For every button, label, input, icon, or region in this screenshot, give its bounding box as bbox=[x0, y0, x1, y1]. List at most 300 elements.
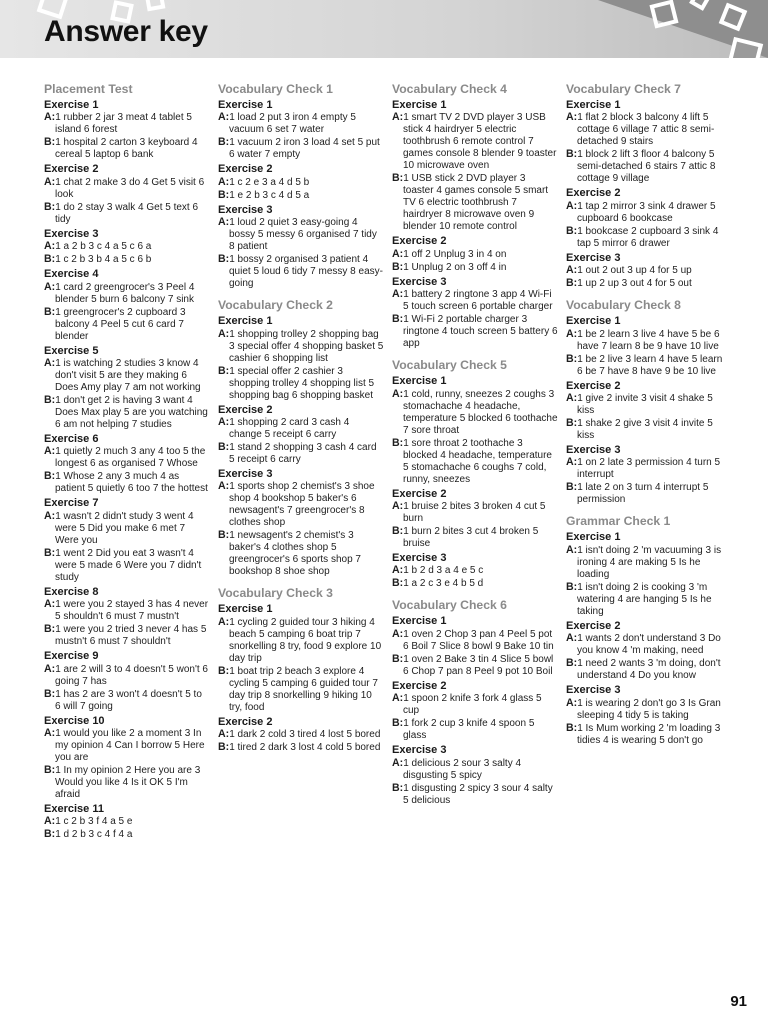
section-title: Placement Test bbox=[44, 82, 133, 96]
part-label: B: bbox=[44, 394, 56, 407]
exercise-title: Exercise 2 bbox=[566, 187, 621, 200]
exercise-block bbox=[566, 684, 726, 746]
exercise-title: Exercise 2 bbox=[218, 163, 273, 176]
exercise-block bbox=[392, 680, 558, 742]
answer-line bbox=[44, 623, 210, 648]
answer-text: 1 Is Mum working 2 'm loading 3 tidies 4 is wearing 5 don't go bbox=[577, 722, 721, 746]
exercise-block bbox=[44, 497, 210, 583]
part-label: A: bbox=[44, 815, 56, 828]
answer-line bbox=[566, 697, 726, 722]
answer-section bbox=[392, 598, 558, 806]
exercise-title: Exercise 3 bbox=[392, 552, 447, 565]
answer-text: 1 quietly 2 much 3 any 4 too 5 the longest 6 as organised 7 Whose bbox=[55, 446, 206, 470]
part-label: A: bbox=[44, 662, 56, 675]
exercise-block bbox=[218, 163, 384, 201]
exercise-title: Exercise 1 bbox=[392, 99, 447, 111]
answer-line bbox=[44, 815, 210, 828]
answer-line bbox=[392, 577, 558, 590]
part-label: B: bbox=[218, 529, 230, 542]
answer-text: 1 fork 2 cup 3 knife 4 spoon 5 glass bbox=[403, 718, 535, 742]
answer-line bbox=[566, 456, 726, 481]
answer-text: 1 chat 2 make 3 do 4 Get 5 visit 6 look bbox=[55, 176, 205, 200]
answer-line bbox=[218, 111, 384, 136]
answer-line bbox=[44, 727, 210, 764]
part-label: A: bbox=[392, 247, 404, 260]
answer-text: 1 boat trip 2 beach 3 explore 4 cycling 5 camping 6 guided tour 7 day trip 8 snorkelling 9 hiking 10 try, food bbox=[229, 665, 378, 713]
exercise-title: Exercise 1 bbox=[566, 99, 621, 111]
part-label: A: bbox=[566, 327, 578, 340]
answer-text: 1 a 2 b 3 c 4 a 5 c 6 a bbox=[55, 241, 152, 253]
answer-text: 1 isn't doing 2 is cooking 3 'm watering 4 are hanging 5 Is he taking bbox=[577, 581, 712, 617]
part-label: A: bbox=[392, 500, 404, 513]
exercise-title: Exercise 7 bbox=[44, 497, 99, 510]
part-label: A: bbox=[566, 264, 578, 277]
exercise-block bbox=[218, 99, 384, 161]
part-label: B: bbox=[566, 657, 578, 670]
answer-line bbox=[44, 547, 210, 584]
part-label: A: bbox=[566, 456, 578, 469]
part-label: A: bbox=[566, 199, 578, 212]
answer-line bbox=[566, 481, 726, 506]
answer-text: 1 oven 2 Chop 3 pan 4 Peel 5 pot 6 Boil 7 Slice 8 bowl 9 Bake 10 tin bbox=[403, 628, 554, 652]
answer-line bbox=[44, 663, 210, 688]
answer-line bbox=[566, 392, 726, 417]
exercise-block bbox=[566, 252, 726, 290]
answer-line bbox=[566, 657, 726, 682]
answer-line bbox=[44, 111, 210, 136]
exercise-title: Exercise 3 bbox=[218, 468, 273, 481]
exercise-title: Exercise 6 bbox=[44, 433, 99, 446]
part-label: B: bbox=[44, 687, 56, 700]
exercise-block bbox=[566, 99, 726, 185]
answer-text: 1 c 2 b 3 b 4 a 5 c 6 b bbox=[55, 254, 152, 266]
part-label: B: bbox=[392, 260, 404, 273]
part-label: A: bbox=[218, 216, 230, 229]
exercise-title: Exercise 2 bbox=[44, 163, 99, 176]
part-label: A: bbox=[218, 615, 230, 628]
answer-column bbox=[566, 82, 734, 849]
answer-line bbox=[44, 394, 210, 431]
exercise-block bbox=[44, 345, 210, 431]
exercise-block bbox=[44, 803, 210, 841]
exercise-title: Exercise 3 bbox=[392, 744, 447, 757]
part-label: B: bbox=[392, 313, 404, 326]
answer-line bbox=[44, 253, 210, 266]
part-label: B: bbox=[218, 364, 230, 377]
answer-line bbox=[566, 581, 726, 618]
answer-line bbox=[44, 357, 210, 394]
part-label: A: bbox=[566, 696, 578, 709]
answer-text: 1 In my opinion 2 Here you are 3 Would you like 4 Is it OK 5 I'm afraid bbox=[55, 765, 201, 801]
exercise-title: Exercise 2 bbox=[566, 619, 621, 632]
answer-text: 1 stand 2 shopping 3 cash 4 card 5 receipt 6 carry bbox=[229, 442, 377, 466]
answer-text: 1 is watching 2 studies 3 know 4 don't visit 5 are they making 6 Does Amy play 7 am not working bbox=[55, 358, 201, 394]
exercise-block bbox=[44, 268, 210, 342]
answer-text: 1 out 2 out 3 up 4 for 5 up bbox=[577, 265, 692, 277]
exercise-block bbox=[44, 228, 210, 266]
answer-text: 1 were you 2 tried 3 never 4 has 5 mustn't 6 must 7 shouldn't bbox=[55, 624, 207, 648]
answer-text: 1 don't get 2 is having 3 want 4 Does Max play 5 are you watching 6 am not helping 7 studies bbox=[55, 395, 208, 431]
exercise-title: Exercise 3 bbox=[566, 251, 621, 264]
answer-line bbox=[44, 470, 210, 495]
answer-text: 1 oven 2 Bake 3 tin 4 Slice 5 bowl 6 Chop 7 pan 8 Peel 9 pot 10 Boil bbox=[403, 653, 554, 677]
answer-text: 1 up 2 up 3 out 4 for 5 out bbox=[577, 278, 692, 290]
answer-line bbox=[566, 200, 726, 225]
answer-line bbox=[566, 111, 726, 148]
answer-line bbox=[392, 692, 558, 717]
part-label: B: bbox=[392, 717, 404, 730]
part-label: A: bbox=[392, 288, 404, 301]
part-label: A: bbox=[566, 392, 578, 405]
answer-text: 1 wasn't 2 didn't study 3 went 4 were 5 Did you make 6 met 7 Were you bbox=[55, 510, 194, 546]
part-label: A: bbox=[392, 564, 404, 577]
exercise-title: Exercise 2 bbox=[566, 379, 621, 392]
answer-text: 1 hospital 2 carton 3 keyboard 4 cereal 5 laptop 6 bank bbox=[55, 137, 198, 161]
answer-text: 1 Wi-Fi 2 portable charger 3 ringtone 4 touch screen 5 battery 6 app bbox=[403, 314, 558, 350]
answer-line bbox=[218, 728, 384, 741]
answer-line bbox=[392, 717, 558, 742]
part-label: A: bbox=[44, 240, 56, 253]
answer-section bbox=[566, 298, 726, 506]
answer-text: 1 flat 2 block 3 balcony 4 lift 5 cottage 6 village 7 attic 8 semi-detached 9 stairs bbox=[577, 112, 715, 148]
answer-line bbox=[44, 201, 210, 226]
answer-line bbox=[44, 281, 210, 306]
exercise-title: Exercise 1 bbox=[44, 99, 99, 111]
answer-text: 1 late 2 on 3 turn 4 interrupt 5 permission bbox=[577, 482, 709, 506]
answer-line bbox=[218, 416, 384, 441]
exercise-block bbox=[566, 620, 726, 682]
answer-text: 1 USB stick 2 DVD player 3 toaster 4 games console 5 smart TV 6 electric toothbrush 7 hairdryer 8 microwave oven 9 blender 10 remote control bbox=[403, 173, 549, 233]
answer-text: 1 is wearing 2 don't go 3 Is Gran sleeping 4 tidy 5 is taking bbox=[577, 697, 721, 721]
answer-line bbox=[218, 616, 384, 665]
exercise-block bbox=[44, 715, 210, 801]
answer-line bbox=[392, 388, 558, 437]
answer-line bbox=[566, 544, 726, 581]
answer-column bbox=[218, 82, 392, 849]
answer-section bbox=[566, 514, 726, 746]
part-label: A: bbox=[392, 692, 404, 705]
answer-line bbox=[218, 665, 384, 714]
part-label: B: bbox=[218, 664, 230, 677]
part-label: A: bbox=[44, 598, 56, 611]
part-label: A: bbox=[44, 445, 56, 458]
answer-text: 1 tap 2 mirror 3 sink 4 drawer 5 cupboard 6 bookcase bbox=[577, 200, 716, 224]
exercise-title: Exercise 1 bbox=[218, 99, 273, 111]
part-label: A: bbox=[566, 543, 578, 556]
answer-text: 1 newsagent's 2 chemist's 3 baker's 4 clothes shop 5 greengrocer's 6 sports shop 7 bookshop 8 shoe shop bbox=[229, 530, 361, 578]
answer-line bbox=[392, 288, 558, 313]
exercise-block bbox=[392, 615, 558, 677]
answer-text: 1 special offer 2 cashier 3 shopping trolley 4 shopping list 5 shopping bag 6 shopping basket bbox=[229, 365, 375, 401]
part-label: B: bbox=[44, 253, 56, 266]
answer-section bbox=[44, 82, 210, 841]
answer-line bbox=[566, 328, 726, 353]
part-label: A: bbox=[566, 632, 578, 645]
part-label: A: bbox=[566, 111, 578, 124]
answer-line bbox=[218, 741, 384, 754]
answer-line bbox=[44, 445, 210, 470]
part-label: B: bbox=[44, 305, 56, 318]
exercise-block bbox=[218, 716, 384, 754]
answer-text: 1 shopping 2 card 3 cash 4 change 5 receipt 6 carry bbox=[229, 417, 350, 441]
section-title: Vocabulary Check 8 bbox=[566, 298, 681, 313]
exercise-block bbox=[392, 99, 558, 233]
answer-line bbox=[566, 353, 726, 378]
answer-text: 1 be 2 live 3 learn 4 have 5 learn 6 be 7 have 8 have 9 be 10 live bbox=[577, 353, 723, 377]
exercise-title: Exercise 1 bbox=[392, 615, 447, 628]
exercise-title: Exercise 1 bbox=[392, 375, 447, 388]
part-label: B: bbox=[392, 577, 404, 590]
answer-line bbox=[392, 437, 558, 486]
answer-line bbox=[392, 757, 558, 782]
answer-text: 1 greengrocer's 2 cupboard 3 balcony 4 Peel 5 cut 6 card 7 blender bbox=[55, 306, 186, 342]
answer-line bbox=[218, 176, 384, 189]
answer-line bbox=[392, 248, 558, 261]
answer-line bbox=[392, 172, 558, 233]
answer-line bbox=[44, 828, 210, 841]
part-label: B: bbox=[566, 277, 578, 290]
part-label: B: bbox=[44, 623, 56, 636]
part-label: A: bbox=[392, 756, 404, 769]
section-title: Vocabulary Check 4 bbox=[392, 82, 507, 96]
square-decoration-icon bbox=[145, 0, 166, 11]
answer-line bbox=[218, 480, 384, 529]
answer-text: 1 bookcase 2 cupboard 3 sink 4 tap 5 mirror 6 drawer bbox=[577, 225, 719, 249]
answer-text: 1 block 2 lift 3 floor 4 balcony 5 semi-detached 6 stairs 7 attic 8 cottage 9 village bbox=[577, 149, 716, 185]
answer-text: 1 bossy 2 organised 3 patient 4 quiet 5 loud 6 tidy 7 messy 8 easy-going bbox=[229, 254, 383, 290]
section-title: Vocabulary Check 7 bbox=[566, 82, 681, 96]
answer-line bbox=[392, 525, 558, 550]
section-title: Vocabulary Check 6 bbox=[392, 598, 507, 613]
exercise-block bbox=[44, 99, 210, 161]
exercise-title: Exercise 5 bbox=[44, 344, 99, 357]
answer-line bbox=[218, 328, 384, 365]
exercise-title: Exercise 3 bbox=[44, 227, 99, 240]
answer-line bbox=[566, 148, 726, 185]
part-label: B: bbox=[392, 436, 404, 449]
exercise-title: Exercise 3 bbox=[566, 684, 621, 697]
answer-text: 1 has 2 are 3 won't 4 doesn't 5 to 6 will 7 going bbox=[55, 688, 202, 712]
answer-line bbox=[218, 529, 384, 578]
exercise-title: Exercise 3 bbox=[218, 203, 273, 216]
part-label: A: bbox=[218, 728, 230, 741]
answer-section bbox=[392, 358, 558, 590]
answer-text: 1 Unplug 2 on 3 off 4 in bbox=[403, 261, 507, 273]
answer-section bbox=[392, 82, 558, 350]
answer-line bbox=[566, 722, 726, 747]
answer-text: 1 on 2 late 3 permission 4 turn 5 interrupt bbox=[577, 457, 721, 481]
answer-columns bbox=[44, 82, 734, 849]
answer-line bbox=[218, 136, 384, 161]
exercise-block bbox=[566, 187, 726, 249]
exercise-title: Exercise 1 bbox=[566, 531, 621, 544]
answer-text: 1 tired 2 dark 3 lost 4 cold 5 bored bbox=[229, 742, 381, 754]
exercise-block bbox=[392, 375, 558, 485]
answer-text: 1 e 2 b 3 c 4 d 5 a bbox=[229, 189, 310, 201]
answer-text: 1 c 2 e 3 a 4 d 5 b bbox=[229, 176, 310, 188]
answer-text: 1 would you like 2 a moment 3 In my opinion 4 Can I borrow 5 Here you are bbox=[55, 728, 205, 764]
section-title: Vocabulary Check 2 bbox=[218, 298, 333, 313]
exercise-block bbox=[392, 276, 558, 350]
part-label: B: bbox=[218, 253, 230, 266]
exercise-block bbox=[218, 468, 384, 578]
part-label: A: bbox=[44, 727, 56, 740]
exercise-block bbox=[566, 531, 726, 617]
answer-line bbox=[566, 417, 726, 442]
section-title: Vocabulary Check 3 bbox=[218, 586, 333, 601]
exercise-block bbox=[44, 650, 210, 712]
answer-text: 1 card 2 greengrocer's 3 Peel 4 blender 5 burn 6 balcony 7 sink bbox=[55, 281, 195, 305]
exercise-block bbox=[218, 315, 384, 401]
part-label: B: bbox=[218, 741, 230, 754]
section-title: Vocabulary Check 1 bbox=[218, 82, 333, 96]
answer-text: 1 shake 2 give 3 visit 4 invite 5 kiss bbox=[577, 418, 713, 442]
part-label: A: bbox=[218, 416, 230, 429]
exercise-title: Exercise 2 bbox=[392, 487, 447, 500]
answer-line bbox=[218, 216, 384, 253]
answer-line bbox=[44, 136, 210, 161]
exercise-block bbox=[392, 488, 558, 550]
exercise-block bbox=[392, 744, 558, 806]
answer-text: 1 rubber 2 jar 3 meat 4 tablet 5 island 6 forest bbox=[55, 112, 192, 136]
part-label: A: bbox=[44, 175, 56, 188]
part-label: B: bbox=[566, 580, 578, 593]
answer-text: 1 give 2 invite 3 visit 4 shake 5 kiss bbox=[577, 393, 713, 417]
answer-line bbox=[392, 628, 558, 653]
answer-section bbox=[218, 586, 384, 754]
exercise-block bbox=[392, 552, 558, 590]
answer-text: 1 Whose 2 any 3 much 4 as patient 5 quietly 6 too 7 the hottest bbox=[55, 471, 208, 495]
answer-line bbox=[218, 253, 384, 290]
part-label: A: bbox=[44, 357, 56, 370]
part-label: B: bbox=[44, 136, 56, 149]
answer-text: 1 off 2 Unplug 3 in 4 on bbox=[403, 248, 507, 260]
answer-text: 1 battery 2 ringtone 3 app 4 Wi-Fi 5 touch screen 6 portable charger bbox=[403, 289, 553, 313]
answer-text: 1 load 2 put 3 iron 4 empty 5 vacuum 6 set 7 water bbox=[229, 112, 356, 136]
answer-text: 1 burn 2 bites 3 cut 4 broken 5 bruise bbox=[403, 526, 539, 550]
answer-text: 1 spoon 2 knife 3 fork 4 glass 5 cup bbox=[403, 693, 542, 717]
answer-text: 1 d 2 b 3 c 4 f 4 a bbox=[55, 829, 133, 841]
answer-line bbox=[392, 564, 558, 577]
answer-section bbox=[566, 82, 726, 290]
exercise-title: Exercise 1 bbox=[218, 315, 273, 328]
answer-line bbox=[392, 653, 558, 678]
answer-line bbox=[44, 306, 210, 343]
exercise-block bbox=[44, 586, 210, 648]
answer-text: 1 dark 2 cold 3 tired 4 lost 5 bored bbox=[229, 729, 381, 741]
answer-text: 1 disgusting 2 spicy 3 sour 4 salty 5 delicious bbox=[403, 782, 553, 806]
part-label: B: bbox=[566, 352, 578, 365]
exercise-block bbox=[566, 315, 726, 377]
exercise-block bbox=[566, 444, 726, 506]
part-label: A: bbox=[392, 387, 404, 400]
exercise-title: Exercise 2 bbox=[218, 403, 273, 416]
part-label: B: bbox=[566, 224, 578, 237]
page-number: 91 bbox=[730, 993, 747, 1010]
part-label: B: bbox=[44, 828, 56, 841]
answer-text: 1 sports shop 2 chemist's 3 shoe shop 4 bookshop 5 baker's 6 newsagent's 7 greengrocer's 8 clothes shop bbox=[229, 481, 375, 529]
exercise-block bbox=[44, 433, 210, 495]
exercise-title: Exercise 10 bbox=[44, 714, 105, 727]
page-title: Answer key bbox=[44, 15, 208, 48]
answer-line bbox=[44, 176, 210, 201]
answer-column bbox=[44, 82, 218, 849]
exercise-title: Exercise 2 bbox=[392, 235, 447, 248]
answer-line bbox=[44, 688, 210, 713]
part-label: A: bbox=[44, 280, 56, 293]
answer-text: 1 vacuum 2 iron 3 load 4 set 5 put 6 water 7 empty bbox=[229, 137, 380, 161]
part-label: B: bbox=[392, 652, 404, 665]
part-label: B: bbox=[44, 200, 56, 213]
part-label: B: bbox=[566, 481, 578, 494]
exercise-title: Exercise 8 bbox=[44, 585, 99, 598]
answer-text: 1 loud 2 quiet 3 easy-going 4 bossy 5 messy 6 organised 7 tidy 8 patient bbox=[229, 217, 377, 253]
answer-line bbox=[218, 441, 384, 466]
part-label: A: bbox=[44, 111, 56, 124]
part-label: B: bbox=[218, 441, 230, 454]
answer-line bbox=[566, 264, 726, 277]
part-label: B: bbox=[566, 721, 578, 734]
part-label: A: bbox=[392, 627, 404, 640]
exercise-title: Exercise 2 bbox=[392, 679, 447, 692]
part-label: B: bbox=[392, 525, 404, 538]
part-label: B: bbox=[44, 764, 56, 777]
answer-text: 1 cold, runny, sneezes 2 coughs 3 stomachache 4 headache, temperature 5 blocked 6 toothache 7 sore throat bbox=[403, 388, 558, 436]
answer-text: 1 are 2 will 3 to 4 doesn't 5 won't 6 going 7 has bbox=[55, 663, 208, 687]
part-label: B: bbox=[566, 148, 578, 161]
exercise-block bbox=[218, 603, 384, 713]
exercise-title: Exercise 1 bbox=[218, 603, 273, 616]
part-label: A: bbox=[218, 327, 230, 340]
exercise-block bbox=[218, 204, 384, 290]
answer-line bbox=[566, 632, 726, 657]
answer-line bbox=[44, 598, 210, 623]
answer-column bbox=[392, 82, 566, 849]
answer-text: 1 be 2 learn 3 live 4 have 5 be 6 have 7 learn 8 be 9 have 10 live bbox=[577, 328, 720, 352]
exercise-title: Exercise 2 bbox=[218, 715, 273, 728]
answer-text: 1 smart TV 2 DVD player 3 USB stick 4 hairdryer 5 electric toothbrush 6 remote control 7 games console 8 blender 9 toaster 10 microwave oven bbox=[403, 112, 557, 172]
answer-text: 1 cycling 2 guided tour 3 hiking 4 beach 5 camping 6 boat trip 7 snorkelling 8 try, food 9 explore 10 day trip bbox=[229, 616, 382, 664]
answer-line bbox=[44, 240, 210, 253]
part-label: B: bbox=[44, 546, 56, 559]
part-label: A: bbox=[218, 480, 230, 493]
answer-text: 1 were you 2 stayed 3 has 4 never 5 shouldn't 6 must 7 mustn't bbox=[55, 599, 209, 623]
section-title: Grammar Check 1 bbox=[566, 514, 671, 529]
answer-text: 1 shopping trolley 2 shopping bag 3 special offer 4 shopping basket 5 cashier 6 shopping list bbox=[229, 328, 384, 364]
answer-text: 1 sore throat 2 toothache 3 blocked 4 headache, temperature 5 stomachache 6 coughs 7 cold, runny, sneezes bbox=[403, 437, 552, 485]
part-label: A: bbox=[392, 111, 404, 124]
part-label: A: bbox=[218, 175, 230, 188]
answer-line bbox=[392, 500, 558, 525]
part-label: B: bbox=[392, 172, 404, 185]
answer-text: 1 delicious 2 sour 3 salty 4 disgusting 5 spicy bbox=[403, 757, 522, 781]
exercise-title: Exercise 1 bbox=[566, 315, 621, 328]
exercise-title: Exercise 9 bbox=[44, 650, 99, 663]
exercise-title: Exercise 3 bbox=[392, 275, 447, 288]
exercise-block bbox=[218, 404, 384, 466]
part-label: B: bbox=[218, 136, 230, 149]
answer-line bbox=[218, 365, 384, 402]
answer-line bbox=[44, 510, 210, 547]
answer-line bbox=[392, 261, 558, 274]
answer-text: 1 do 2 stay 3 walk 4 Get 5 text 6 tidy bbox=[55, 201, 199, 225]
answer-line bbox=[44, 764, 210, 801]
exercise-title: Exercise 11 bbox=[44, 803, 104, 816]
answer-section bbox=[218, 298, 384, 578]
part-label: B: bbox=[392, 781, 404, 794]
exercise-title: Exercise 4 bbox=[44, 268, 99, 281]
answer-line bbox=[218, 189, 384, 202]
